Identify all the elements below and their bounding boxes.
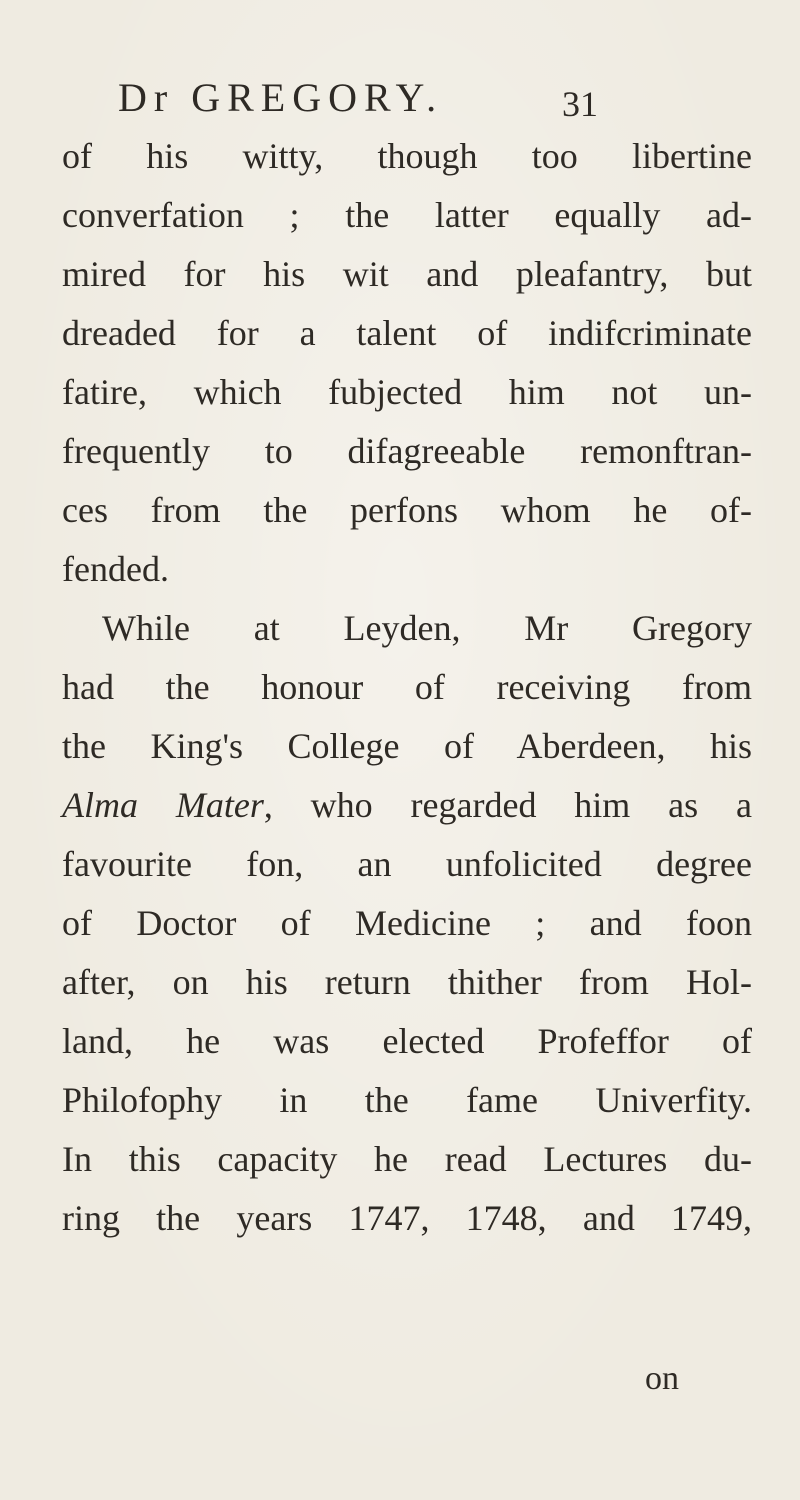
text-line: converfation ; the latter equally ad- [62,195,752,235]
italic-phrase: Alma Mater [62,785,264,825]
running-title: Dr GREGORY. [118,75,444,120]
text-line: frequently to difagreeable remonftran- [62,431,752,471]
text-line: favourite fon, an unfolicited degree [62,844,752,884]
running-head [0,75,800,128]
text-line: ces from the perfons whom he of- [62,490,752,530]
text-line: of Doctor of Medicine ; and foon [62,903,752,943]
text-line-with-italic [62,776,752,835]
text-body [62,127,752,1248]
text-line: fended. [62,549,169,589]
text-fragment: , who regarded him as a [263,785,752,825]
text-line: had the honour of receiving from [62,667,752,707]
text-line: land, he was elected Profeffor of [62,1021,752,1061]
text-line: after, on his return thither from Hol- [62,962,752,1002]
text-line: dreaded for a talent of indifcriminate [62,313,752,353]
text-line: of his witty, though too libertine [62,136,752,176]
text-line: Philofophy in the fame Univerfity. [62,1080,752,1120]
text-line: the King's College of Aberdeen, his [62,726,752,766]
text-line: In this capacity he read Lectures du- [62,1139,752,1179]
text-line: ring the years 1747, 1748, and 1749, [62,1198,752,1238]
catchword: on [645,1360,679,1397]
paragraph-start-line: While at Leyden, Mr Gregory [102,608,752,648]
text-line: mired for his wit and pleafantry, but [62,254,752,294]
text-line: fatire, which fubjected him not un- [62,372,752,412]
page-number: 31 [562,84,598,124]
